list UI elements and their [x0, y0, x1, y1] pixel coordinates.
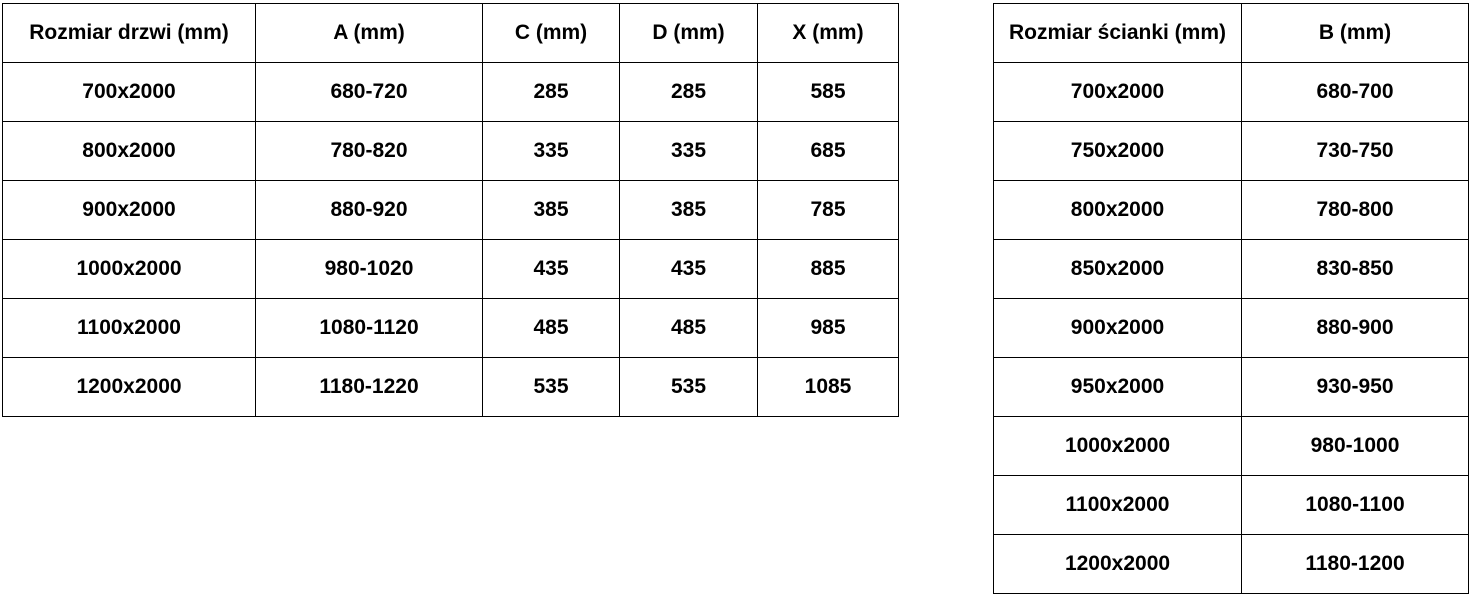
cell-d: 535: [620, 358, 758, 417]
cell-a: 1180-1220: [256, 358, 483, 417]
cell-wall-size: 1200x2000: [994, 535, 1242, 594]
cell-c: 335: [483, 122, 620, 181]
cell-d: 435: [620, 240, 758, 299]
table-row: [3, 358, 899, 417]
cell-b: 980-1000: [1242, 417, 1469, 476]
column-header-wall-size: Rozmiar ścianki (mm): [994, 4, 1242, 63]
cell-x: 985: [758, 299, 899, 358]
cell-d: 485: [620, 299, 758, 358]
cell-b: 1080-1100: [1242, 476, 1469, 535]
cell-b: 730-750: [1242, 122, 1469, 181]
cell-wall-size: 1100x2000: [994, 476, 1242, 535]
column-header-a: A (mm): [256, 4, 483, 63]
table-row: [3, 122, 899, 181]
table-row: [994, 63, 1469, 122]
cell-wall-size: 900x2000: [994, 299, 1242, 358]
table-row: [3, 299, 899, 358]
door-size-table: [2, 3, 899, 417]
cell-door-size: 900x2000: [3, 181, 256, 240]
cell-wall-size: 850x2000: [994, 240, 1242, 299]
table-row: [994, 417, 1469, 476]
table-row: [994, 476, 1469, 535]
cell-door-size: 1000x2000: [3, 240, 256, 299]
cell-c: 285: [483, 63, 620, 122]
cell-x: 585: [758, 63, 899, 122]
column-header-door-size: Rozmiar drzwi (mm): [3, 4, 256, 63]
cell-c: 485: [483, 299, 620, 358]
table-header-row: [994, 4, 1469, 63]
cell-door-size: 700x2000: [3, 63, 256, 122]
cell-b: 830-850: [1242, 240, 1469, 299]
table-row: [3, 181, 899, 240]
cell-d: 285: [620, 63, 758, 122]
cell-x: 685: [758, 122, 899, 181]
cell-wall-size: 750x2000: [994, 122, 1242, 181]
cell-b: 780-800: [1242, 181, 1469, 240]
table-row: [994, 240, 1469, 299]
column-header-d: D (mm): [620, 4, 758, 63]
column-header-c: C (mm): [483, 4, 620, 63]
cell-c: 385: [483, 181, 620, 240]
cell-wall-size: 950x2000: [994, 358, 1242, 417]
cell-x: 785: [758, 181, 899, 240]
table-row: [994, 358, 1469, 417]
cell-a: 880-920: [256, 181, 483, 240]
cell-a: 980-1020: [256, 240, 483, 299]
table-row: [3, 63, 899, 122]
cell-x: 885: [758, 240, 899, 299]
cell-c: 535: [483, 358, 620, 417]
cell-door-size: 1200x2000: [3, 358, 256, 417]
cell-x: 1085: [758, 358, 899, 417]
table-row: [994, 181, 1469, 240]
cell-a: 1080-1120: [256, 299, 483, 358]
cell-b: 680-700: [1242, 63, 1469, 122]
cell-wall-size: 1000x2000: [994, 417, 1242, 476]
cell-a: 680-720: [256, 63, 483, 122]
cell-d: 385: [620, 181, 758, 240]
cell-wall-size: 700x2000: [994, 63, 1242, 122]
column-header-b: B (mm): [1242, 4, 1469, 63]
wall-size-table: [993, 3, 1469, 594]
table-row: [3, 240, 899, 299]
table-row: [994, 535, 1469, 594]
table-row: [994, 299, 1469, 358]
column-header-x: X (mm): [758, 4, 899, 63]
cell-b: 1180-1200: [1242, 535, 1469, 594]
table-row: [994, 122, 1469, 181]
cell-d: 335: [620, 122, 758, 181]
cell-c: 435: [483, 240, 620, 299]
cell-b: 930-950: [1242, 358, 1469, 417]
cell-a: 780-820: [256, 122, 483, 181]
cell-b: 880-900: [1242, 299, 1469, 358]
cell-door-size: 800x2000: [3, 122, 256, 181]
cell-wall-size: 800x2000: [994, 181, 1242, 240]
table-header-row: [3, 4, 899, 63]
cell-door-size: 1100x2000: [3, 299, 256, 358]
